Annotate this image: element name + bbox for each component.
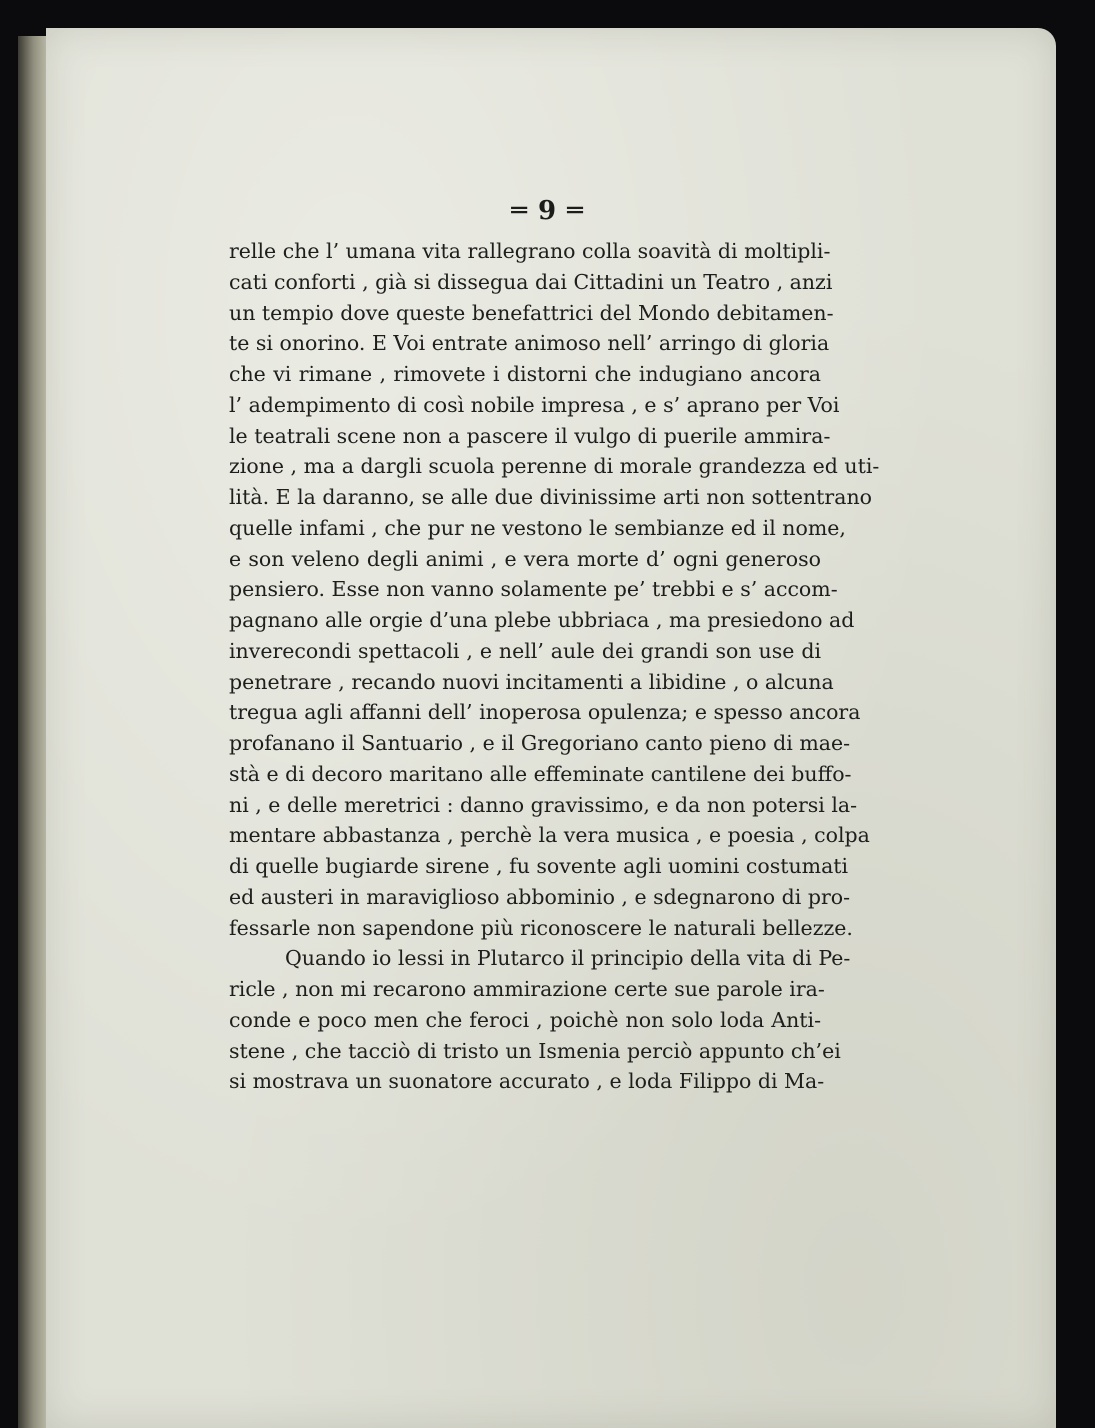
text-line: cati conforti , già si dissegua dai Cittadini un Teatro , anzi <box>229 269 833 294</box>
text-line: inverecondi spettacoli , e nell’ aule dei grandi son use di <box>229 638 821 663</box>
text-line: di quelle bugiarde sirene , fu sovente agli uomini costumati <box>229 854 849 878</box>
text-line: pensiero. Esse non vanno solamente pe’ trebbi e s’ accom- <box>229 577 838 602</box>
text-line: stà e di decoro maritano alle effeminate cantilene dei buffo- <box>229 761 852 786</box>
text-line: lità. E la daranno, se alle due divinissime arti non sottentrano <box>229 485 872 509</box>
text-line: che vi rimane , rimovete i distorni che indugiano ancora <box>229 362 821 386</box>
text-line: conde e poco men che feroci , poichè non solo loda Anti- <box>229 1007 821 1032</box>
text-line: un tempio dove queste benefattrici del Mondo debitamen- <box>229 300 834 325</box>
text-line: Quando io lessi in Plutarco il principio della vita di Pe- <box>285 946 851 971</box>
text-line: l’ adempimento di così nobile impresa , e s’ aprano per Voi <box>229 392 840 417</box>
text-line: penetrare , recando nuovi incitamenti a libidine , o alcuna <box>229 669 834 694</box>
text-line: stene , che tacciò di tristo un Ismenia perciò appunto ch’ei <box>229 1038 841 1063</box>
body-text <box>229 236 880 1097</box>
book-spine-edge <box>18 36 48 1428</box>
text-line: tregua agli affanni dell’ inoperosa opulenza; e spesso ancora <box>229 700 861 725</box>
text-line: quelle infami , che pur ne vestono le sembianze ed il nome, <box>229 515 846 540</box>
text-line: te si onorino. E Voi entrate animoso nell’ arringo di gloria <box>229 331 830 356</box>
text-line: zione , ma a dargli scuola perenne di morale grandezza ed uti- <box>229 454 880 479</box>
text-line: si mostrava un suonatore accurato , e loda Filippo di Ma- <box>229 1069 825 1094</box>
text-line: ed austeri in maraviglioso abbominio , e sdegnarono di pro- <box>229 884 851 909</box>
text-line: fessarle non sapendone più riconoscere le naturali bellezze. <box>229 915 853 940</box>
text-line: ni , e delle meretrici : danno gravissimo, e da non potersi la- <box>229 792 858 817</box>
text-line: mentare abbastanza , perchè la vera musica , e poesia , colpa <box>229 823 870 848</box>
text-line: e son veleno degli animi , e vera morte d’ ogni generoso <box>229 546 821 571</box>
text-line: profanano il Santuario , e il Gregoriano canto pieno di mae- <box>229 731 851 755</box>
page-number: ═ 9 ═ <box>511 196 584 226</box>
text-line: pagnano alle orgie d’una plebe ubbriaca , ma presiedono ad <box>229 608 855 632</box>
text-line: relle che l’ umana vita rallegrano colla soavità di moltipli- <box>229 239 831 263</box>
text-line: le teatrali scene non a pascere il vulgo di puerile ammira- <box>229 423 831 448</box>
text-line: ricle , non mi recarono ammirazione certe sue parole ira- <box>229 977 825 1001</box>
